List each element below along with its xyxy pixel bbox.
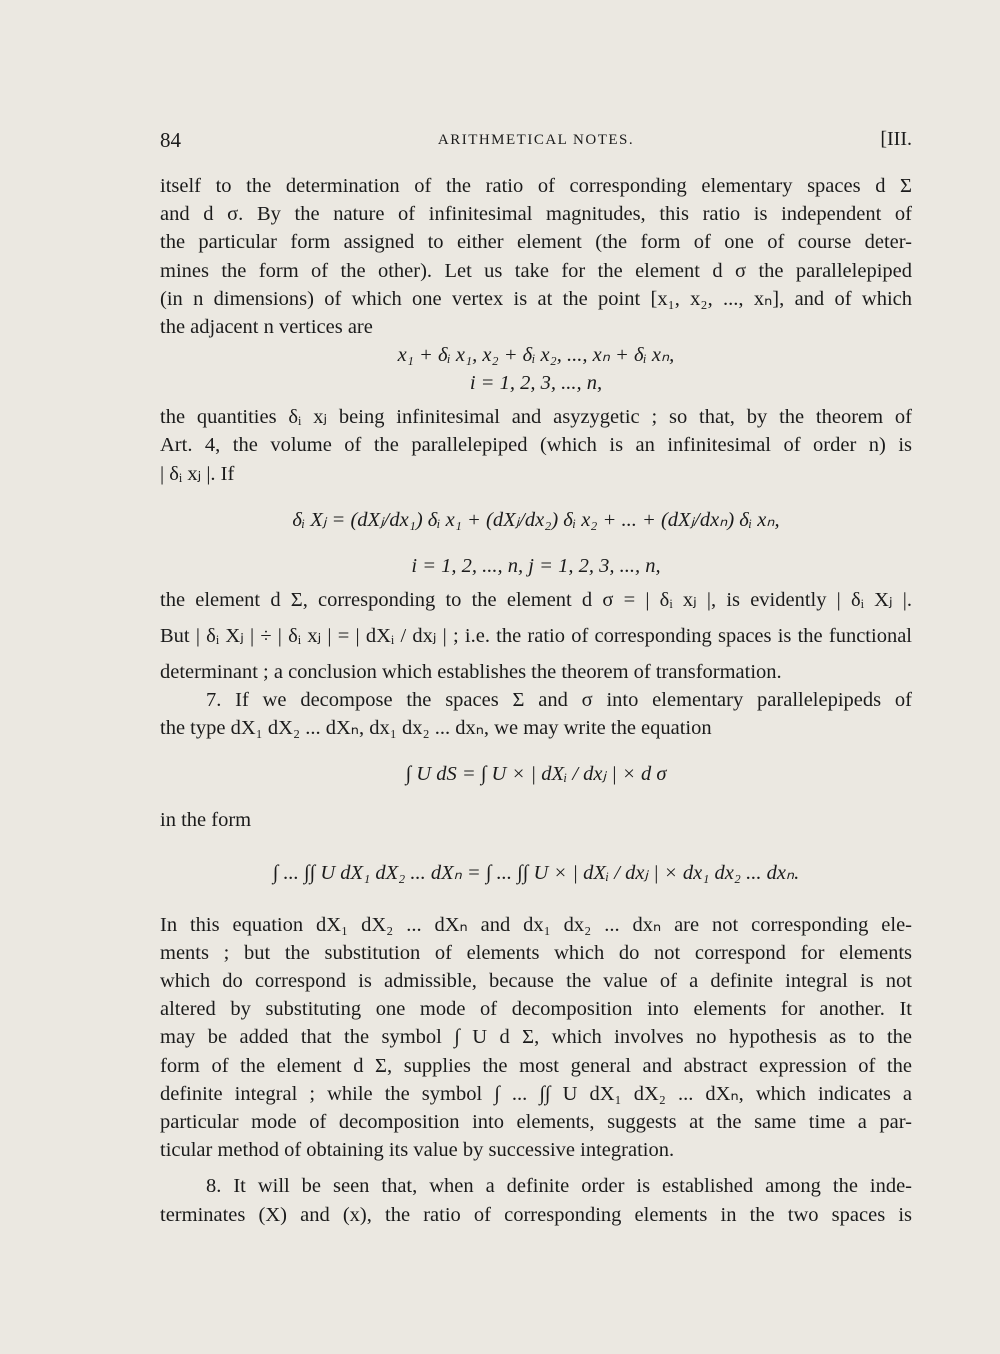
text-line: In this equation dX₁ dX₂ ... dXₙ and dx₁ dx₂ ... dxₙ are not corresponding ele-	[160, 913, 912, 936]
text-line: ticular method of obtaining its value by successive integration.	[160, 1139, 675, 1162]
text-line: and d σ. By the nature of infinitesimal magnitudes, this ratio is independent of	[160, 203, 912, 226]
text-line: But | δᵢ Xⱼ | ÷ | δᵢ xⱼ | = | dXᵢ / dxⱼ | ; i.e. the ratio of corresponding spaces is the functional	[160, 624, 912, 647]
text-line: Art. 4, the volume of the parallelepiped (which is an infinitesimal of order n) is	[160, 434, 912, 457]
text-line: the particular form assigned to either element (the form of one of course deter-	[160, 231, 912, 254]
text-line: the quantities δᵢ xⱼ being infinitesimal and asyzygetic ; so that, by the theorem of	[160, 406, 912, 429]
text-line: which do correspond is admissible, because the value of a definite integral is not	[160, 970, 912, 992]
text-line: form of the element d Σ, supplies the most general and abstract expression of the	[160, 1054, 912, 1077]
text-line: ments ; but the substitution of elements which do not correspond for elements	[160, 941, 912, 964]
page-body	[160, 172, 912, 1229]
text-line: altered by substituting one mode of decomposition into elements for another. It	[160, 998, 912, 1021]
text-line: determinant ; a conclusion which establishes the theorem of transformation.	[160, 660, 782, 683]
equation-vertices: x₁ + δᵢ x₁, x₂ + δᵢ x₂, ..., xₙ + δᵢ xₙ,	[397, 344, 675, 367]
text-line: mines the form of the other). Let us take for the element d σ the parallelepiped	[160, 259, 912, 282]
paragraph-1	[160, 172, 912, 341]
text-line: the element d Σ, corresponding to the element d σ = | δᵢ xⱼ |, is evidently | δᵢ Xⱼ |.	[160, 588, 912, 611]
running-title: ARITHMETICAL NOTES.	[437, 132, 635, 148]
page-number: 84	[160, 128, 181, 152]
in-the-form: in the form	[160, 809, 252, 832]
equation-index-range: i = 1, 2, 3, ..., n,	[469, 372, 603, 395]
section-8-line: 8. It will be seen that, when a definite order is established among the inde-	[206, 1175, 912, 1198]
text-line: the type dX₁ dX₂ ... dXₙ, dx₁ dx₂ ... dxₙ, we may write the equation	[160, 717, 712, 740]
text-line: particular mode of decomposition into elements, suggests at the same time a par-	[160, 1110, 912, 1133]
equation-differential: δᵢ Xⱼ = (dXⱼ/dx₁) δᵢ x₁ + (dXⱼ/dx₂) δᵢ x₂ + ... + (dXⱼ/dxₙ) δᵢ xₙ,	[292, 508, 780, 531]
text-line: the adjacent n vertices are	[160, 315, 373, 338]
page-header	[160, 128, 912, 158]
equation-multiple-integral: ∫ ... ∫∫ U dX₁ dX₂ ... dXₙ = ∫ ... ∫∫ U × | dXᵢ / dxⱼ | × dx₁ dx₂ ... dxₙ.	[272, 861, 800, 884]
equation-ij-range: i = 1, 2, ..., n, j = 1, 2, 3, ..., n,	[411, 554, 661, 577]
text-line: | δᵢ xⱼ |. If	[160, 462, 235, 485]
text-line: may be added that the symbol ∫ U d Σ, which involves no hypothesis as to the	[160, 1026, 912, 1049]
equation-integral: ∫ U dS = ∫ U × | dXᵢ / dxⱼ | × d σ	[405, 763, 667, 786]
section-7-line: 7. If we decompose the spaces Σ and σ into elementary parallelepipeds of	[206, 689, 912, 712]
text-line: (in n dimensions) of which one vertex is at the point [x₁, x₂, ..., xₙ], and of which	[160, 287, 912, 310]
text-line: definite integral ; while the symbol ∫ ... ∫∫ U dX₁ dX₂ ... dXₙ, which indicates a	[160, 1082, 912, 1105]
chapter-mark: [III.	[880, 128, 912, 150]
text-line: itself to the determination of the ratio of corresponding elementary spaces d Σ	[160, 175, 912, 197]
text-line: terminates (X) and (x), the ratio of corresponding elements in the two spaces is	[160, 1203, 912, 1226]
